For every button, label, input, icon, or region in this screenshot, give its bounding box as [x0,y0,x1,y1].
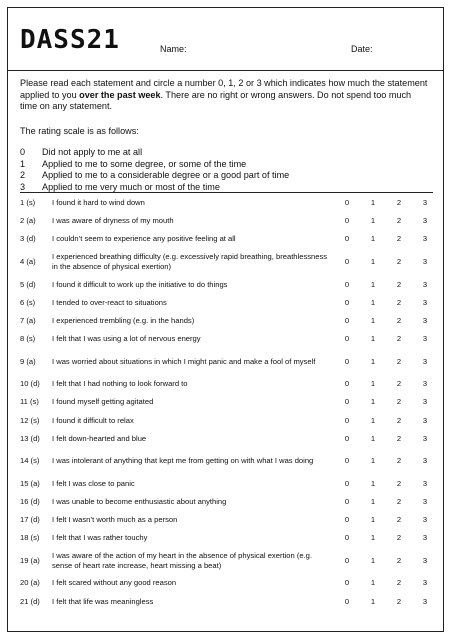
item-code: 3 (d) [20,234,36,244]
item-code: 2 (a) [20,216,36,226]
rating-option-0[interactable]: 0 [344,596,350,606]
item-statement: I felt I was close to panic [52,478,135,488]
rating-option-0[interactable]: 0 [344,379,350,389]
item-code: 16 (d) [20,496,40,506]
rating-option-1[interactable]: 1 [370,456,376,466]
rating-option-1[interactable]: 1 [370,496,376,506]
rating-option-1[interactable]: 1 [370,397,376,407]
rating-options [334,578,438,588]
table-row [20,212,433,230]
rating-option-2[interactable]: 2 [396,533,402,543]
item-statement: I felt that life was meaningless [52,596,154,606]
rating-option-3[interactable]: 3 [422,596,428,606]
rating-options [334,597,438,607]
scale-description: Applied to me very much or most of the time [42,181,220,192]
rating-option-3[interactable]: 3 [422,315,428,325]
rating-options [334,416,438,426]
rating-option-3[interactable]: 3 [422,334,428,344]
rating-option-2[interactable]: 2 [396,515,402,525]
table-row [20,411,433,429]
rating-option-1[interactable]: 1 [370,216,376,226]
rating-option-3[interactable]: 3 [422,496,428,506]
rating-option-0[interactable]: 0 [344,257,350,267]
rating-option-1[interactable]: 1 [370,297,376,307]
rating-options [334,357,438,367]
table-row [20,529,433,547]
item-statement: I was aware of dryness of my mouth [52,216,174,226]
item-code: 15 (a) [20,478,40,488]
item-statement: I found it difficult to relax [52,415,134,425]
rating-option-0[interactable]: 0 [344,415,350,425]
rating-option-0[interactable]: 0 [344,216,350,226]
form-title: DASS21 [20,25,120,55]
item-code: 5 (d) [20,279,36,289]
rating-option-2[interactable]: 2 [396,198,402,208]
rating-option-3[interactable]: 3 [422,555,428,565]
rating-options [334,334,438,344]
rating-option-0[interactable]: 0 [344,555,350,565]
item-statement: I felt that I was using a lot of nervous energy [52,334,201,344]
rating-option-3[interactable]: 3 [422,257,428,267]
rating-option-3[interactable]: 3 [422,415,428,425]
rating-options [334,515,438,525]
item-statement: I felt that I was rather touchy [52,533,148,543]
rating-options [334,434,438,444]
scale-value: 1 [20,158,26,169]
rating-option-2[interactable]: 2 [396,397,402,407]
item-code: 11 (s) [20,397,39,407]
rating-options [334,379,438,389]
item-code: 18 (s) [20,533,40,543]
rating-option-2[interactable]: 2 [396,257,402,267]
rating-option-0[interactable]: 0 [344,198,350,208]
table-row [20,312,433,330]
item-statement: I found myself getting agitated [52,397,154,407]
rating-option-2[interactable]: 2 [396,334,402,344]
instructions-text-after: . There are no right or wrong answers. Do not spend too much time on any statement. [20,89,412,111]
instructions-text-before: Please read each statement and circle a number 0, 1, 2 or 3 which indicates how much the statement applied to you [20,78,428,100]
table-row [20,248,433,275]
item-statement: I was aware of the action of my heart in the absence of physical exertion (e.g. sense of heart rate increase, heart missing a beat) [52,551,313,570]
rating-scale-item [20,147,289,159]
scale-description: Applied to me to some degree, or some of the time [42,158,247,169]
scale-value: 3 [20,181,26,192]
rating-options [334,533,438,543]
rating-option-1[interactable]: 1 [370,515,376,525]
item-statement: I was unable to become enthusiastic about anything [52,496,227,506]
table-row [20,592,433,610]
scale-value: 2 [20,170,26,181]
item-statement: I experienced breathing difficulty (e.g. excessively rapid breathing, breathlessness in the absence of physical exertion) [52,252,328,271]
item-statement: I found it difficult to work up the initiative to do things [52,279,228,289]
rating-option-0[interactable]: 0 [344,315,350,325]
item-statement: I was worried about situations in which I might panic and make a fool of myself [52,356,316,366]
item-code: 8 (s) [20,334,36,344]
item-statement: I experienced trembling (e.g. in the hands) [52,315,195,325]
rating-option-0[interactable]: 0 [344,433,350,443]
form-header [8,8,443,70]
header-divider [8,70,443,71]
rating-option-2[interactable]: 2 [396,234,402,244]
rating-option-2[interactable]: 2 [396,415,402,425]
rating-option-1[interactable]: 1 [370,578,376,588]
item-code: 19 (a) [20,555,40,565]
scale-value: 0 [20,147,26,157]
rating-options [334,497,438,507]
item-statement: I felt that I had nothing to look forward to [52,379,188,389]
rating-option-1[interactable]: 1 [370,415,376,425]
item-code: 7 (a) [20,315,36,325]
table-row [20,330,433,348]
item-code: 9 (a) [20,356,36,366]
rating-option-3[interactable]: 3 [422,533,428,543]
rating-option-0[interactable]: 0 [344,578,350,588]
rating-option-1[interactable]: 1 [370,356,376,366]
questionnaire-sheet [7,7,444,632]
rating-option-3[interactable]: 3 [422,216,428,226]
table-row [20,375,433,393]
rating-option-2[interactable]: 2 [396,496,402,506]
table-row [20,393,433,411]
item-statement: I felt I wasn’t worth much as a person [52,515,178,525]
rating-scale-item [20,170,289,182]
rating-option-1[interactable]: 1 [370,257,376,267]
scale-description: Applied to me to a considerable degree or a good part of time [42,170,290,181]
item-code: 13 (d) [20,433,40,443]
table-row [20,348,433,375]
rating-option-3[interactable]: 3 [422,279,428,289]
rating-option-0[interactable]: 0 [344,234,350,244]
rating-option-1[interactable]: 1 [370,315,376,325]
rating-option-2[interactable]: 2 [396,279,402,289]
date-label: Date: [351,44,373,54]
item-code: 12 (s) [20,415,40,425]
rating-option-1[interactable]: 1 [370,334,376,344]
rating-options [334,456,438,466]
rating-option-2[interactable]: 2 [396,478,402,488]
table-row [20,294,433,312]
table-row [20,194,433,212]
item-code: 14 (s) [20,456,40,466]
rating-option-1[interactable]: 1 [370,198,376,208]
rating-option-3[interactable]: 3 [422,433,428,443]
table-row [20,275,433,293]
rating-option-2[interactable]: 2 [396,315,402,325]
scale-heading: The rating scale is as follows: [20,126,139,136]
item-code: 1 (s) [20,198,36,208]
table-row [20,429,433,447]
item-statement: I tended to over-react to situations [52,297,167,307]
item-code: 21 (d) [20,596,40,606]
rating-options [334,198,438,208]
rating-option-3[interactable]: 3 [422,297,428,307]
rating-option-1[interactable]: 1 [370,478,376,488]
rating-option-3[interactable]: 3 [422,356,428,366]
rating-option-0[interactable]: 0 [344,456,350,466]
rating-options [334,556,438,566]
rating-option-2[interactable]: 2 [396,379,402,389]
items-table [20,194,433,610]
rating-option-1[interactable]: 1 [370,433,376,443]
rating-option-0[interactable]: 0 [344,334,350,344]
rating-options [334,397,438,407]
rating-options [334,316,438,326]
item-statement: I felt down-hearted and blue [52,433,147,443]
rating-scale-list [20,147,289,193]
table-row [20,230,433,248]
rating-option-1[interactable]: 1 [370,596,376,606]
rating-option-2[interactable]: 2 [396,297,402,307]
items-divider [20,192,433,193]
rating-option-1[interactable]: 1 [370,279,376,289]
table-row [20,447,433,474]
instructions-emphasis: over the past week [79,89,161,100]
rating-option-2[interactable]: 2 [396,596,402,606]
rating-option-1[interactable]: 1 [370,234,376,244]
rating-options [334,234,438,244]
rating-option-3[interactable]: 3 [422,456,428,466]
rating-option-3[interactable]: 3 [422,379,428,389]
rating-option-3[interactable]: 3 [422,198,428,208]
rating-option-3[interactable]: 3 [422,234,428,244]
rating-option-3[interactable]: 3 [422,515,428,525]
rating-option-0[interactable]: 0 [344,297,350,307]
rating-option-0[interactable]: 0 [344,356,350,366]
rating-option-3[interactable]: 3 [422,397,428,407]
table-row [20,493,433,511]
item-statement: I felt scared without any good reason [52,578,177,588]
item-statement: I couldn’t seem to experience any positive feeling at all [52,234,236,244]
name-label: Name: [160,44,187,54]
rating-option-0[interactable]: 0 [344,478,350,488]
rating-options [334,479,438,489]
rating-option-2[interactable]: 2 [396,216,402,226]
rating-option-2[interactable]: 2 [396,456,402,466]
rating-option-0[interactable]: 0 [344,397,350,407]
rating-options [334,280,438,290]
item-statement: I was intolerant of anything that kept me from getting on with what I was doing [52,456,314,466]
rating-option-0[interactable]: 0 [344,533,350,543]
rating-option-0[interactable]: 0 [344,279,350,289]
rating-option-2[interactable]: 2 [396,356,402,366]
rating-scale-item [20,159,289,171]
item-code: 6 (s) [20,297,36,307]
rating-option-0[interactable]: 0 [344,515,350,525]
rating-options [334,257,438,267]
rating-option-1[interactable]: 1 [370,555,376,565]
rating-option-1[interactable]: 1 [370,379,376,389]
item-code: 20 (a) [20,578,40,588]
rating-option-2[interactable]: 2 [396,578,402,588]
rating-options [334,216,438,226]
rating-option-2[interactable]: 2 [396,433,402,443]
rating-option-3[interactable]: 3 [422,578,428,588]
rating-option-2[interactable]: 2 [396,555,402,565]
item-code: 17 (d) [20,515,40,525]
item-code: 10 (d) [20,379,40,389]
rating-options [334,298,438,308]
rating-option-3[interactable]: 3 [422,478,428,488]
table-row [20,574,433,592]
rating-option-1[interactable]: 1 [370,533,376,543]
rating-option-0[interactable]: 0 [344,496,350,506]
item-code: 4 (a) [20,257,36,267]
instructions [20,78,430,113]
scale-description: Did not apply to me at all [42,147,143,157]
table-row [20,475,433,493]
item-statement: I found it hard to wind down [52,198,145,208]
table-row [20,547,433,574]
table-row [20,511,433,529]
